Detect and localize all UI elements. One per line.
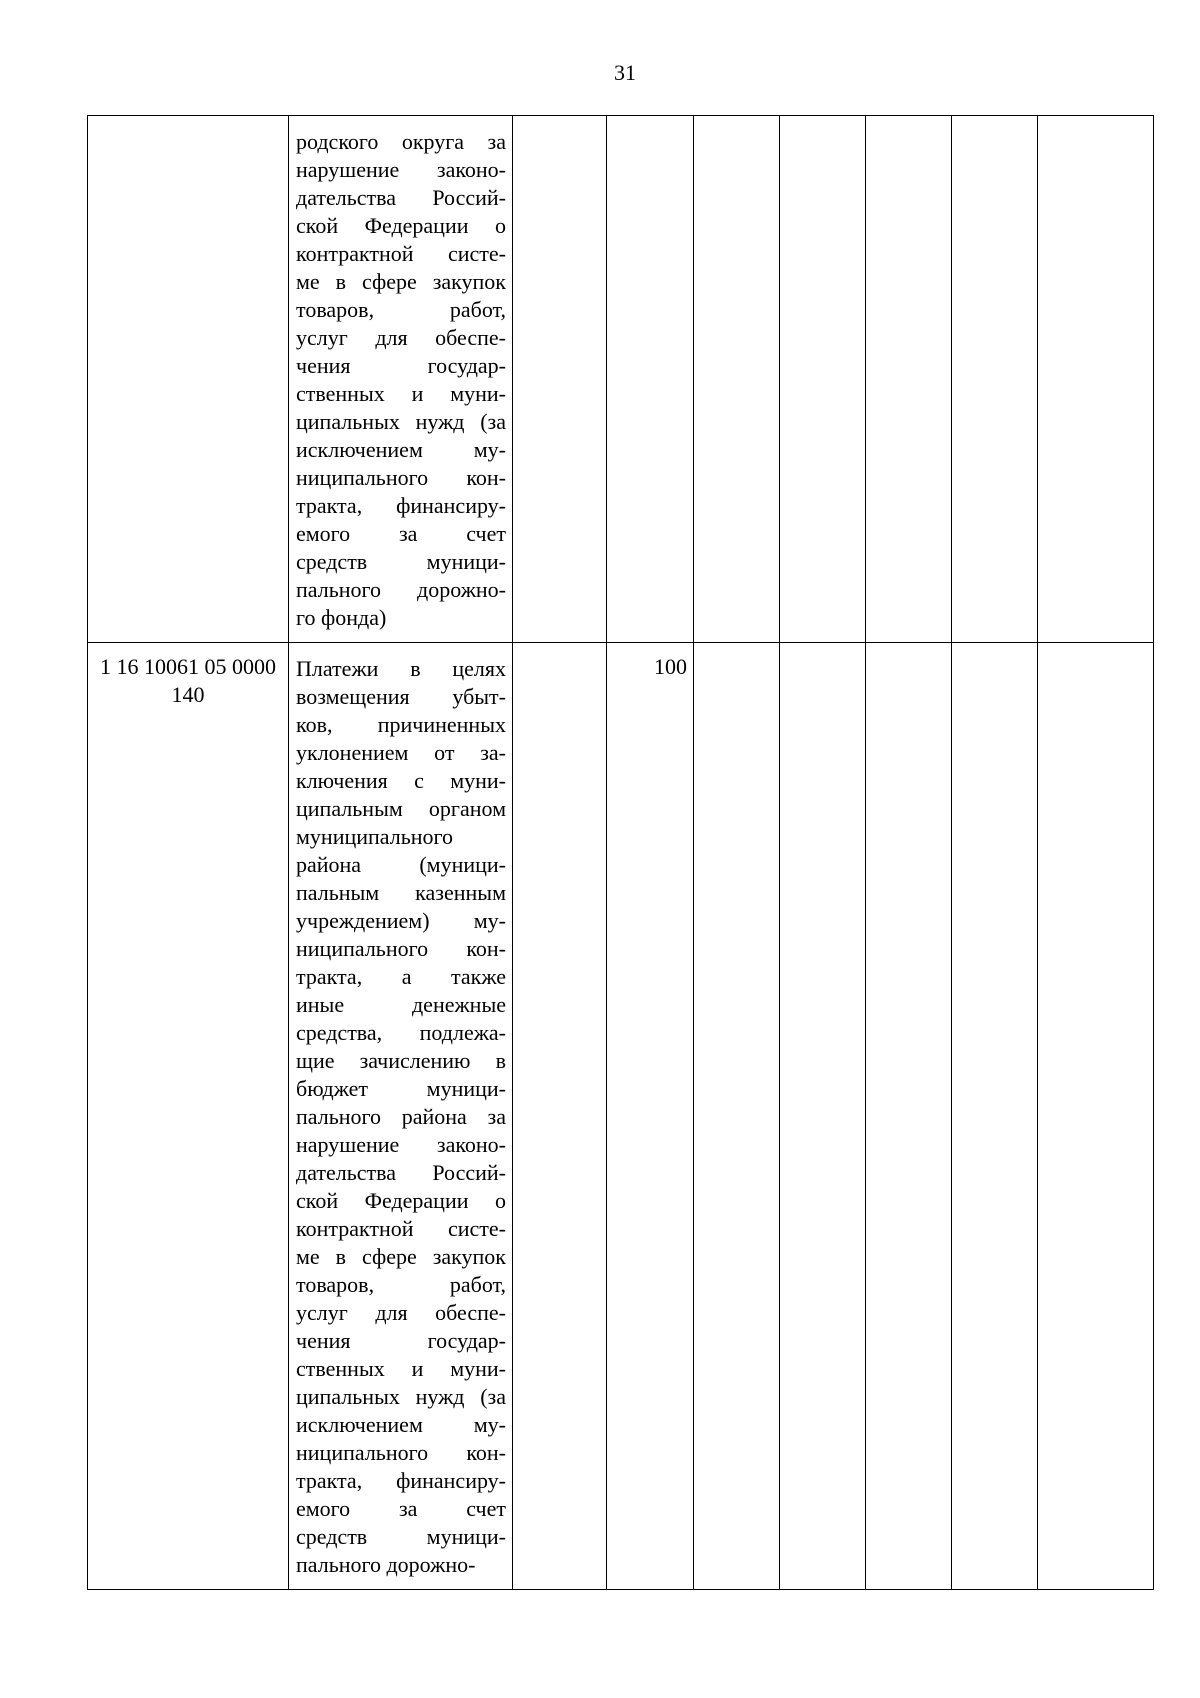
empty-cell [513, 643, 607, 1590]
description-line: ниципального кон- [296, 1440, 506, 1465]
description-line: исключением му- [296, 1412, 506, 1437]
description-line: ниципального кон- [296, 936, 506, 961]
description-line: пального дорожно- [296, 1552, 476, 1577]
empty-cell [866, 116, 952, 643]
description-line: Платежи в целях [296, 656, 506, 681]
description-line: емого за счет [296, 521, 506, 546]
description-line: товаров, работ, [296, 1272, 506, 1297]
budget-code-cell [88, 643, 289, 1590]
description-line: иные денежные [296, 992, 506, 1017]
description-cell [289, 116, 513, 643]
description-line: тракта, финансиру- [296, 1468, 506, 1493]
description-line: ственных и муни- [296, 381, 506, 406]
description-line: контрактной систе- [296, 241, 506, 266]
description-line: ключения с муни- [296, 768, 506, 793]
description-line: услуг для обеспе- [296, 1300, 506, 1325]
description-line: исключением му- [296, 437, 506, 462]
budget-table [87, 115, 1154, 1590]
description-line: ципальных нужд (за [296, 409, 506, 434]
empty-cell [694, 643, 780, 1590]
description-line: щие зачислению в [296, 1048, 506, 1073]
description-line: ской Федерации о [296, 213, 506, 238]
description-line: родского округа за [296, 129, 506, 154]
empty-cell [513, 116, 607, 643]
empty-cell [952, 643, 1038, 1590]
table-body [88, 116, 1154, 1590]
description-line: ципальным органом [296, 796, 506, 821]
description-line: средств муници- [296, 1524, 506, 1549]
description-line: го фонда) [296, 605, 387, 630]
empty-cell [780, 116, 866, 643]
description-line: дательства Россий- [296, 1160, 506, 1185]
description-line: средства, подлежа- [296, 1020, 506, 1045]
empty-cell [694, 116, 780, 643]
description-line: чения государ- [296, 1328, 506, 1353]
empty-cell [1038, 643, 1154, 1590]
description-line: услуг для обеспе- [296, 325, 506, 350]
description-line: ципальных нужд (за [296, 1384, 506, 1409]
empty-cell [780, 643, 866, 1590]
value-cell: 100 [607, 643, 694, 1590]
description-line: ме в сфере закупок [296, 1244, 506, 1269]
description-line: ков, причиненных [296, 712, 506, 737]
description-line: пальным казенным [296, 880, 506, 905]
description-line: ниципального кон- [296, 465, 506, 490]
empty-cell [866, 643, 952, 1590]
empty-cell [952, 116, 1038, 643]
description-line: ской Федерации о [296, 1188, 506, 1213]
description-line: емого за счет [296, 1496, 506, 1521]
description-line: уклонением от за- [296, 740, 506, 765]
description-line: нарушение законо- [296, 157, 506, 182]
budget-code: 1 16 10061 05 0000 140 [100, 654, 276, 707]
description-line: пального дорожно- [296, 577, 506, 602]
description-line: ственных и муни- [296, 1356, 506, 1381]
value-cell [607, 116, 694, 643]
description-line: тракта, а также [296, 964, 506, 989]
description-line: средств муници- [296, 549, 506, 574]
description-line: ме в сфере закупок [296, 269, 506, 294]
description-line: контрактной систе- [296, 1216, 506, 1241]
budget-code-cell [88, 116, 289, 643]
description-line: тракта, финансиру- [296, 493, 506, 518]
description-line: товаров, работ, [296, 297, 506, 322]
description-line: пального района за [296, 1104, 506, 1129]
description-line: возмещения убыт- [296, 684, 506, 709]
description-line: дательства Россий- [296, 185, 506, 210]
description-line: муниципального [296, 824, 454, 849]
empty-cell [1038, 116, 1154, 643]
page-number: 31 [614, 60, 636, 85]
description-line: учреждением) му- [296, 908, 506, 933]
description-line: чения государ- [296, 353, 506, 378]
description-cell [289, 643, 513, 1590]
description-line: нарушение законо- [296, 1132, 506, 1157]
description-line: района (муници- [296, 852, 506, 877]
table-row [88, 116, 1154, 643]
description-line: бюджет муници- [296, 1076, 506, 1101]
table-row [88, 643, 1154, 1590]
